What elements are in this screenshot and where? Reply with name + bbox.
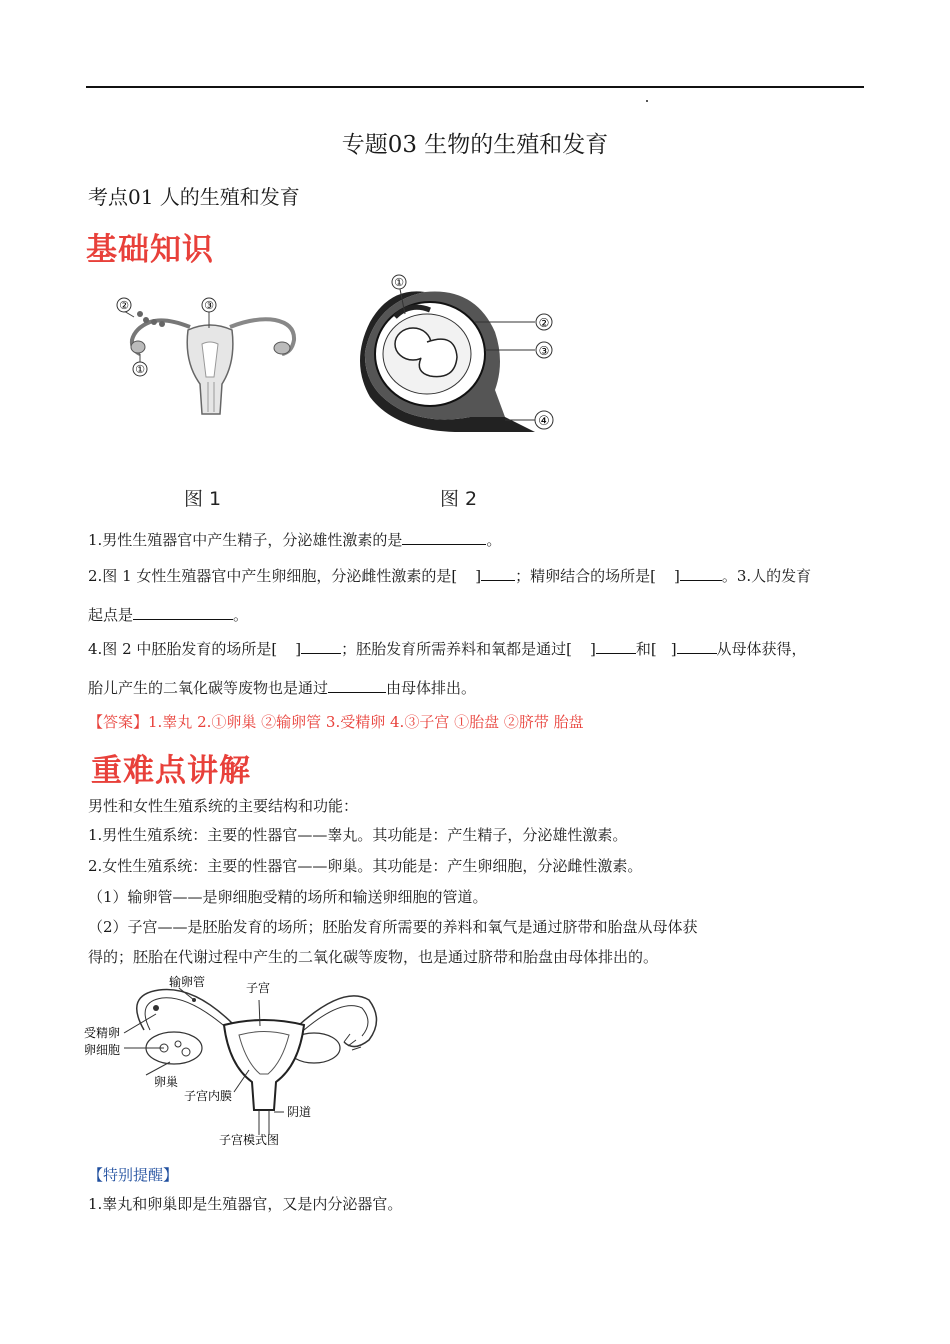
section-subtitle: 考点01 人的生殖和发育	[88, 185, 300, 209]
label-egg-cell: 卵细胞	[84, 1043, 121, 1057]
fig1-label-2: ②	[119, 299, 129, 312]
label-vagina: 阴道	[287, 1105, 312, 1119]
blank	[680, 566, 722, 581]
figure-2-fetus-diagram	[355, 272, 565, 437]
fig2-label-3: ③	[538, 344, 550, 358]
explanation-intro: 男性和女性生殖系统的主要结构和功能：	[88, 797, 359, 815]
stray-dot	[646, 100, 648, 102]
fig2-label-2: ②	[538, 316, 550, 330]
blank	[133, 605, 233, 620]
answer-line: 【答案】1.睾丸 2.①卵巢 ②输卵管 3.受精卵 4.③子宫 ①胎盘 ②脐带 胎盘	[88, 713, 584, 731]
figure-1-caption: 图 1	[184, 488, 222, 510]
question-2: 2.图 1 女性生殖器官中产生卵细胞，分泌雌性激素的是[ ] ；精卵结合的场所是[ ] 。3.人的发育	[88, 567, 812, 585]
label-endometrium: 子宫内膜	[184, 1089, 233, 1103]
question-2-line2: 起点是 。	[88, 606, 249, 624]
label-oviduct: 输卵管	[169, 975, 206, 989]
blank	[596, 639, 636, 654]
label-fertilized-egg: 受精卵	[84, 1026, 121, 1040]
blank	[677, 639, 717, 654]
left-oviduct-outer	[137, 989, 234, 1030]
explanation-female: 2.女性生殖系统：主要的性器官——卵巢。其功能是：产生卵细胞，分泌雌性激素。	[88, 857, 643, 875]
blank	[328, 678, 386, 693]
banner-key-points: 重难点讲解	[91, 753, 251, 789]
fig1-label-1: ①	[135, 363, 145, 376]
explanation-uterus-cont: 得的；胚胎在代谢过程中产生的二氧化碳等废物，也是通过脐带和胎盘由母体排出的。	[88, 948, 659, 966]
figure-2-caption: 图 2	[440, 488, 478, 510]
uterus-schematic-diagram	[84, 970, 384, 1152]
label-ovary: 卵巢	[154, 1075, 179, 1089]
blank	[481, 566, 515, 581]
header-rule	[86, 86, 864, 88]
question-1: 1.男性生殖器官中产生精子，分泌雄性激素的是 。	[88, 531, 502, 549]
blank	[402, 530, 486, 545]
fig2-label-4: ④	[538, 414, 550, 429]
question-4: 4.图 2 中胚胎发育的场所是[ ] ；胚胎发育所需养料和氧都是通过[ ] 和[ ] 从母体获得，	[88, 640, 807, 658]
banner-basic-knowledge: 基础知识	[86, 232, 214, 268]
page-title: 专题03 生物的生殖和发育	[341, 132, 609, 158]
special-tip-heading: 【特别提醒】	[88, 1166, 179, 1184]
right-oviduct-inner	[304, 1006, 368, 1036]
right-ovary	[274, 342, 290, 354]
question-4-line2: 胎儿产生的二氧化碳等废物也是通过 由母体排出。	[88, 679, 477, 697]
label-uterus: 子宫	[246, 981, 271, 995]
uterus-diagram-caption: 子宫模式图	[219, 1133, 280, 1147]
explanation-uterus: （2）子宫——是胚胎发育的场所；胚胎发育所需要的养料和氧气是通过脐带和胎盘从母体获	[88, 918, 698, 936]
explanation-oviduct: （1）输卵管——是卵细胞受精的场所和输送卵细胞的管道。	[88, 888, 488, 906]
explanation-male: 1.男性生殖系统：主要的性器官——睾丸。其功能是：产生精子，分泌雄性激素。	[88, 826, 628, 844]
left-oviduct-inner	[145, 998, 229, 1030]
figure-1-female-reproductive-diagram	[110, 292, 310, 422]
blank	[301, 639, 341, 654]
fig1-label-3: ③	[204, 299, 214, 312]
left-ovary	[131, 341, 145, 353]
special-tip-item-1: 1.睾丸和卵巢即是生殖器官，又是内分泌器官。	[88, 1195, 403, 1213]
fig2-label-1: ①	[394, 276, 404, 289]
